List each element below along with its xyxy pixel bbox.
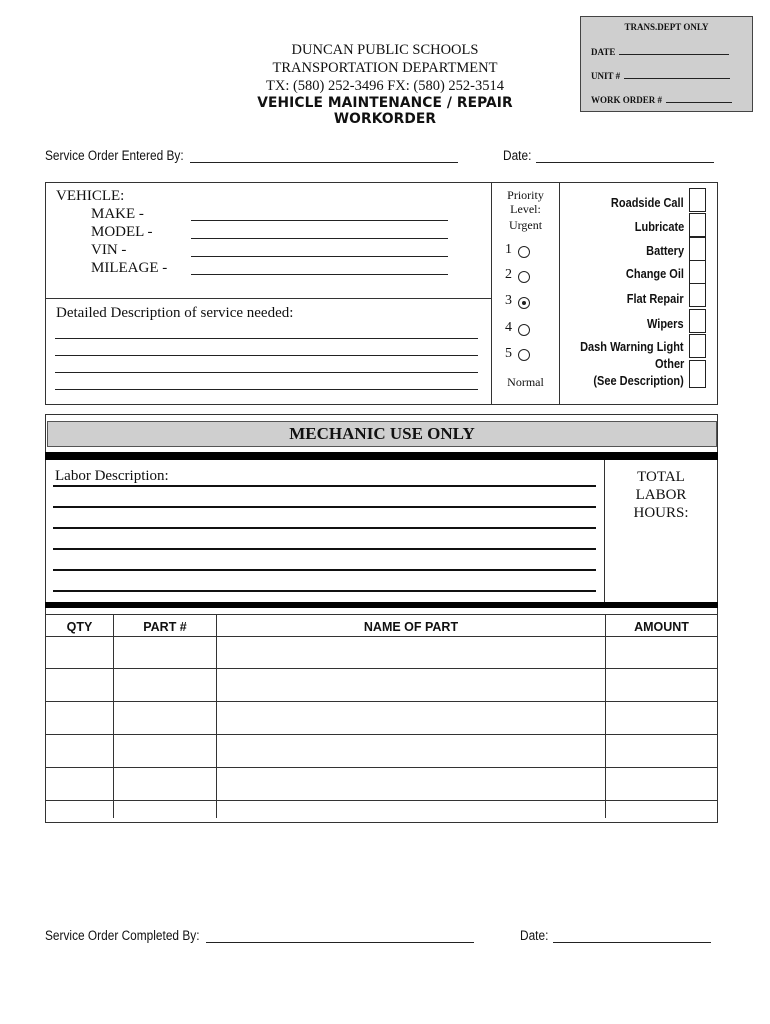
flat-repair-checkbox[interactable] [689, 283, 706, 307]
vehicle-box-right [717, 182, 718, 405]
total-labor-hours-3: HOURS: [633, 505, 689, 521]
trans-unit-field[interactable]: UNIT # [591, 70, 730, 81]
completed-date-label: Date: [520, 928, 549, 943]
vin-label: VIN - [91, 242, 127, 258]
wipers-checkbox[interactable] [689, 309, 706, 333]
priority-normal: Normal [507, 375, 544, 389]
table-row[interactable] [46, 702, 717, 734]
other-checkbox[interactable] [689, 360, 706, 388]
table-row[interactable] [46, 768, 717, 800]
mechanic-thick-rule [45, 452, 718, 460]
vehicle-heading: VEHICLE: [56, 188, 125, 204]
roadside-call-checkbox[interactable] [689, 188, 706, 212]
model-field[interactable] [191, 238, 448, 239]
total-labor-hours-2: LABOR [635, 487, 687, 503]
lubricate-checkbox[interactable] [689, 213, 706, 237]
make-field[interactable] [191, 220, 448, 221]
labor-line[interactable] [53, 590, 596, 592]
priority-4-radio[interactable] [518, 324, 530, 336]
labor-line[interactable] [53, 485, 596, 487]
change-oil-checkbox[interactable] [689, 260, 706, 284]
vehicle-box-bottom [45, 404, 718, 405]
service-change-oil: Change Oil [625, 267, 684, 281]
table-row[interactable] [46, 801, 717, 821]
department-name: TRANSPORTATION DEPARTMENT [272, 60, 498, 76]
description-line[interactable] [55, 372, 478, 373]
mechanic-box-right [717, 414, 718, 604]
battery-checkbox[interactable] [689, 237, 706, 261]
labor-line[interactable] [53, 527, 596, 529]
priority-3-number: 3 [505, 293, 512, 308]
priority-5-radio[interactable] [518, 349, 530, 361]
completed-by-field[interactable] [206, 942, 474, 943]
service-flat-repair: Flat Repair [627, 292, 684, 306]
service-wipers: Wipers [647, 317, 684, 331]
priority-2-number: 2 [505, 267, 512, 282]
entered-date-field[interactable] [536, 162, 714, 163]
vin-field[interactable] [191, 256, 448, 257]
form-title: VEHICLE MAINTENANCE / REPAIR WORKORDER [257, 95, 513, 127]
trans-date-field[interactable]: DATE [591, 46, 729, 57]
completed-by-label: Service Order Completed By: [45, 928, 200, 943]
labor-line[interactable] [53, 569, 596, 571]
table-row[interactable] [46, 637, 717, 668]
priority-2-radio[interactable] [518, 271, 530, 283]
parts-table-right [717, 608, 718, 823]
priority-1-number: 1 [505, 242, 512, 257]
labor-description-label: Labor Description: [55, 468, 169, 484]
mechanic-use-only-bar: MECHANIC USE ONLY [47, 421, 717, 447]
col-name-of-part-header: NAME OF PART [363, 620, 459, 634]
entered-by-label: Service Order Entered By: [45, 148, 184, 163]
priority-1-radio[interactable] [518, 246, 530, 258]
trans-dept-title: TRANS.DEPT ONLY [624, 22, 709, 32]
labor-line[interactable] [53, 506, 596, 508]
description-line[interactable] [55, 389, 478, 390]
service-roadside-call: Roadside Call [611, 196, 684, 210]
model-label: MODEL - [91, 224, 153, 240]
col-part-number-header: PART # [143, 620, 187, 634]
priority-label-1: Priority [507, 188, 544, 202]
completed-date-field[interactable] [553, 942, 711, 943]
dash-warning-light-checkbox[interactable] [689, 334, 706, 358]
mileage-field[interactable] [191, 274, 448, 275]
col-amount-header: AMOUNT [634, 620, 689, 634]
service-other: Other [654, 357, 684, 371]
table-row[interactable] [46, 669, 717, 701]
total-labor-hours-1: TOTAL [637, 469, 685, 485]
mileage-label: MILEAGE - [91, 260, 168, 276]
priority-urgent: Urgent [508, 218, 543, 232]
priority-3-radio-selected[interactable] [518, 297, 530, 309]
parts-table-bottom [45, 822, 718, 823]
service-see-description: (See Description) [593, 374, 684, 388]
phone-fax: TX: (580) 252-3496 FX: (580) 252-3514 [265, 78, 505, 94]
service-battery: Battery [646, 244, 684, 258]
parts-thick-rule [45, 602, 718, 608]
service-dash-warning-light: Dash Warning Light [580, 340, 684, 354]
make-label: MAKE - [91, 206, 144, 222]
description-line[interactable] [55, 355, 478, 356]
labor-line[interactable] [53, 548, 596, 550]
school-name: DUNCAN PUBLIC SCHOOLS [291, 42, 479, 58]
col-qty-header: QTY [66, 620, 93, 634]
service-lubricate: Lubricate [634, 220, 684, 234]
mechanic-box-left [45, 414, 46, 604]
description-label: Detailed Description of service needed: [56, 305, 294, 321]
priority-4-number: 4 [505, 320, 512, 335]
vehicle-box-left [45, 182, 46, 405]
parts-table-inner-top [46, 614, 717, 615]
priority-5-number: 5 [505, 346, 512, 361]
entered-date-label: Date: [503, 148, 532, 163]
description-line[interactable] [55, 338, 478, 339]
trans-dept-box [580, 16, 753, 112]
services-divider [559, 182, 560, 405]
trans-work-order-field[interactable]: WORK ORDER # [591, 94, 732, 105]
mechanic-box-top [45, 414, 718, 415]
vehicle-desc-divider [45, 298, 492, 299]
vehicle-box-top [45, 182, 718, 183]
table-row[interactable] [46, 735, 717, 767]
priority-label-2: Level: [510, 202, 541, 216]
entered-by-field[interactable] [190, 162, 458, 163]
